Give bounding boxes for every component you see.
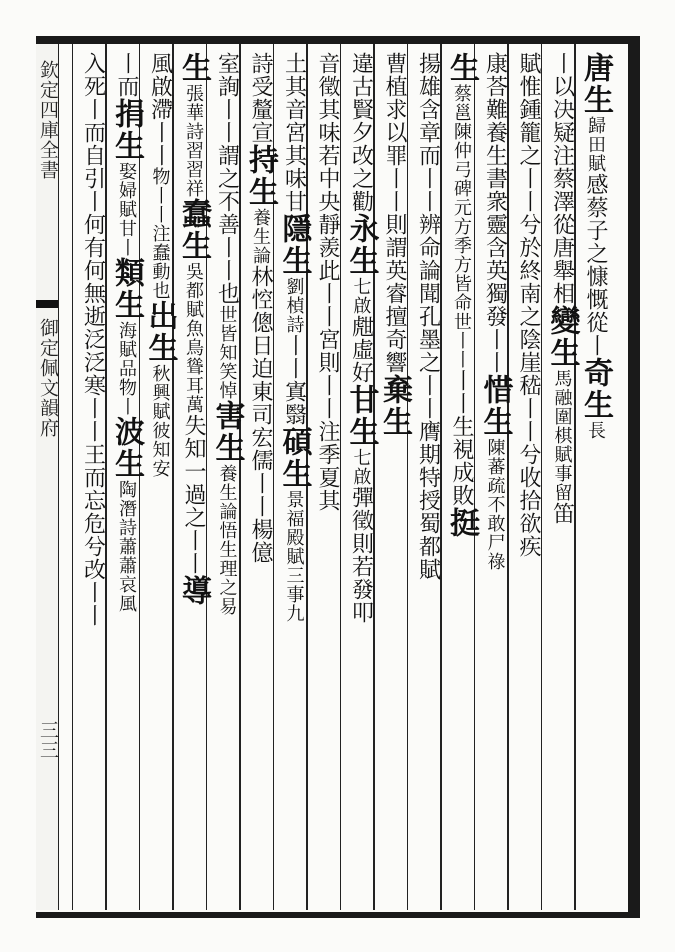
body-text: 謂之不善丨丨也 [214, 144, 240, 305]
body-text: 宮則丨丨注季夏其 [315, 328, 340, 512]
column-rule [72, 44, 74, 910]
text-column-12 [210, 52, 244, 908]
headword: 挺 [444, 507, 479, 539]
text-column-6 [411, 52, 445, 908]
text-column-13 [176, 52, 210, 908]
headword: 奇生 [578, 357, 613, 421]
annotation-text: 吳都賦魚鳥聳耳萬 [183, 262, 204, 414]
annotation-text: 世皆知笑悼 [216, 305, 238, 400]
body-text: 笛 [549, 502, 575, 525]
body-text: 丨以决疑注蔡澤從唐舉相 [549, 52, 575, 305]
annotation-text: 七啟 [350, 277, 372, 315]
body-text: 違古賢夕改之勸 [348, 52, 374, 213]
body-text: 康荅難養生書衆靈含英獨發丨丨 [482, 52, 508, 374]
text-column-14 [143, 52, 177, 908]
headword: 生 [444, 52, 479, 84]
text-column-16 [76, 52, 110, 908]
headword: 出生 [142, 300, 178, 364]
top-border [36, 36, 640, 44]
body-text: 林悾傯日迫東 [248, 265, 273, 403]
headword: 棄生 [377, 374, 412, 438]
text-column-8 [344, 52, 378, 908]
body-text: 膺期特授蜀都賦 [415, 420, 441, 581]
annotation-text: 養生論 [250, 208, 271, 265]
text-column-4 [478, 52, 512, 908]
right-border [628, 36, 640, 918]
body-text: 揚雄含章而丨丨辨命論聞孔墨之丨丨 [415, 52, 441, 420]
headword: 導 [176, 575, 211, 607]
headword: 永生 [343, 213, 379, 277]
body-text: 而忘危兮改丨丨 [80, 466, 106, 627]
bottom-border [36, 912, 640, 918]
headword: 蠢生 [176, 198, 211, 262]
body-text: 室詢丨丨 [214, 52, 240, 144]
body-text: 靜羨此丨丨 [315, 213, 340, 328]
body-text: 失知一過之丨丨 [181, 414, 206, 575]
body-text: 逝泛泛寒丨丨王 [80, 305, 106, 466]
margin-page-number: 三三 [37, 720, 59, 760]
headword: 惜生 [477, 374, 513, 438]
annotation-text: 物丨丨注蠢動也 [149, 167, 171, 300]
annotation-text: 七啟 [350, 448, 372, 486]
body-text: 入死 [80, 52, 106, 98]
headword: 持生 [243, 144, 278, 208]
text-column-2 [545, 52, 579, 908]
body-text: 感蔡子之慷慨從丨 [583, 173, 608, 357]
headword: 類生 [109, 257, 144, 321]
body-text: 丨丨兮收拾欲疾 [516, 397, 541, 558]
text-column-5 [444, 52, 478, 908]
body-text: 謂英睿擅奇響 [382, 236, 407, 374]
text-column-7 [377, 52, 411, 908]
headword: 碩生 [276, 426, 312, 490]
body-text: 彈徵則若發叩 [348, 486, 374, 624]
headword: 波生 [109, 416, 144, 480]
body-text: 丨何有何無 [80, 190, 106, 305]
body-text: 甝虛好 [348, 315, 374, 384]
text-column-11 [243, 52, 277, 908]
body-text: 風啟滯丨丨 [147, 52, 173, 167]
headword: 唐生 [578, 52, 613, 116]
annotation-text: 養生論悟生理之易 [216, 464, 238, 616]
annotation-text: 陶潛詩蕭蕭哀風 [116, 480, 137, 613]
headword: 隱生 [276, 213, 312, 277]
body-text: 丨丨寘翳 [281, 334, 307, 426]
body-text: 音徵其味若中央 [315, 52, 340, 213]
text-column-10 [277, 52, 311, 908]
annotation-text: 陳蕃疏不敢尸祿 [484, 438, 506, 571]
text-column-1 [578, 52, 612, 908]
headword: 甘生 [343, 384, 379, 448]
headword: 生 [176, 52, 211, 84]
headword: 捐生 [109, 98, 144, 162]
body-text: 丨而 [114, 52, 139, 98]
body-text: 土其音宮其味甘 [281, 52, 307, 213]
margin-section-title: 御定佩文韻府 [37, 318, 59, 438]
headword: 害生 [209, 400, 245, 464]
annotation-text: 歸田賦 [585, 116, 606, 173]
text-column-9 [310, 52, 344, 908]
annotation-text: 秋興賦彼知安 [149, 364, 171, 478]
annotation-text: 馬融圍棋賦事留 [551, 369, 573, 502]
body-text: 詩受釐宣 [248, 52, 273, 144]
annotation-text: 娶婦賦甘丨 [116, 162, 137, 257]
body-text: 丨丨生視成敗 [449, 369, 474, 507]
body-text: 司宏儒丨丨楊億 [248, 403, 273, 564]
body-text: 賦惟鍾籠之丨丨兮於終南之陰崖嵇 [516, 52, 541, 397]
text-column-15 [109, 52, 143, 908]
margin-book-title: 欽定四庫全書 [37, 60, 59, 180]
text-column-3 [511, 52, 545, 908]
headword: 變生 [544, 305, 580, 369]
annotation-text: 張華詩習習祥 [183, 84, 204, 198]
annotation-text: 長 [585, 421, 606, 440]
annotation-text: 劉楨詩 [283, 277, 305, 334]
annotation-text: 蔡邕陳仲弓碑元方季方皆命世丨丨 [451, 84, 472, 369]
body-text: 丨而自引 [80, 98, 106, 190]
annotation-text: 海賦品物丨 [116, 321, 137, 416]
annotation-text: 景福殿賦三事九 [283, 490, 305, 623]
margin-divider-mark [36, 300, 58, 308]
body-text: 曹植求以罪丨丨則 [382, 52, 407, 236]
